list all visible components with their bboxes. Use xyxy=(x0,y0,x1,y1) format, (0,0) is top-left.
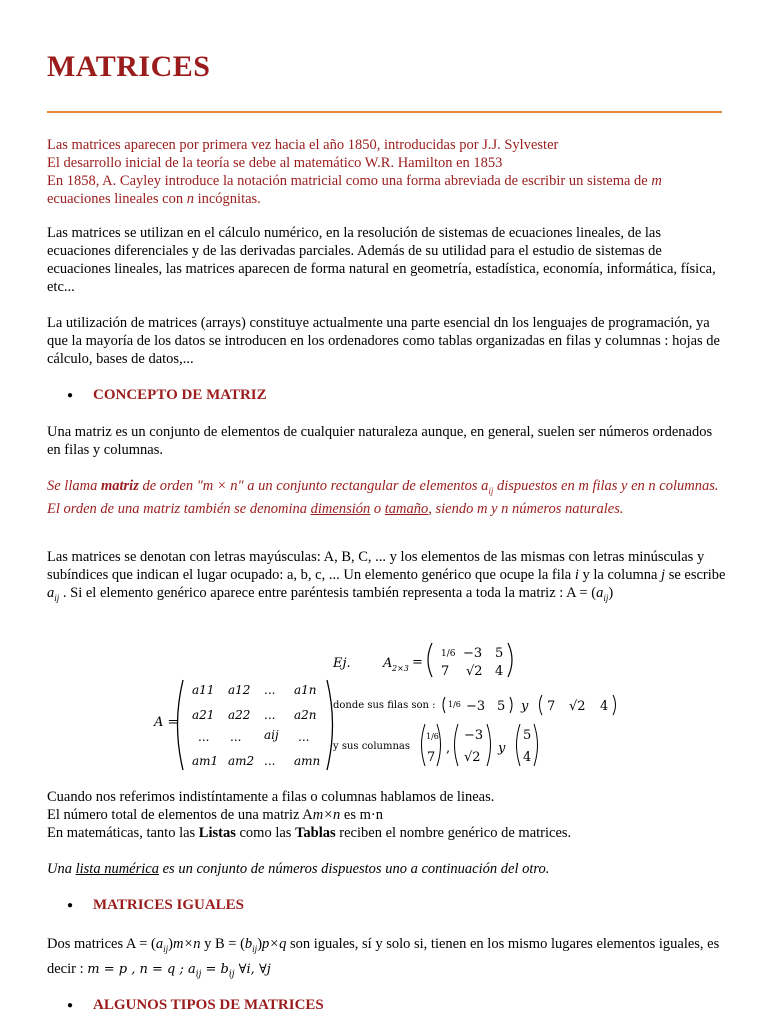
title-divider xyxy=(47,111,722,113)
section-heading-concepto: ● CONCEPTO DE MATRIZ xyxy=(67,387,267,403)
generic-cell: amn xyxy=(294,754,321,768)
svg-text:=: = xyxy=(412,655,423,670)
generic-cell: ... xyxy=(198,730,210,744)
example-cell: 4 xyxy=(495,664,504,679)
example-cell: 5 xyxy=(495,646,504,661)
columnas-label: y sus columnas xyxy=(333,741,410,752)
bullet-icon: ● xyxy=(67,1000,74,1012)
bullet-icon: ● xyxy=(67,900,74,912)
equality-formula: m = p , n = q ; $a_{ij} = b_{ij}$ ∀i, ∀j xyxy=(87,961,271,980)
example-matrix-order: 2×3 xyxy=(392,664,409,673)
generic-cell: a11 xyxy=(192,683,215,697)
section-heading-tipos: ● ALGUNOS TIPOS DE MATRICES xyxy=(67,997,324,1013)
definition-italic: Se llama matriz de orden "m × n" a un conjunto rectangular de elementos $a_{ij}$ dispuestos en m filas y en n columnas. El orden de una matriz también se denomina dimensión o tamaño, siendo m y n números naturales. xyxy=(47,478,719,517)
intro-block xyxy=(47,136,727,208)
y-conjunction: y xyxy=(498,741,506,756)
link-tamano: tamaño xyxy=(384,500,429,517)
row-b-cell: 7 xyxy=(547,699,556,714)
generic-matrix-label: A = xyxy=(154,715,179,730)
bullet-icon: ● xyxy=(67,390,74,402)
generic-cell: ... xyxy=(264,754,276,768)
col-b-cell: √2 xyxy=(464,750,481,765)
y-conjunction: y xyxy=(521,699,529,714)
intro-line-2: El desarrollo inicial de la teoría se debe al matemático W.R. Hamilton en 1853 xyxy=(47,155,503,171)
col-c-cell: 4 xyxy=(523,750,532,765)
iguales-paragraph: Dos matrices $A = (a_{ij})m\times n$ y $B = (b_{ij})p\times q$ son iguales, sí y solo si, tienen en los mismo lugares elementos iguales, es decir : m = p , n = q ; $a_{ij} = b_{ij}$ ∀i, ∀j xyxy=(47,936,720,980)
generic-cell: ... xyxy=(298,730,310,744)
paragraph-arrays: La utilización de matrices (arrays) constituye actualmente una parte esencial dn los lenguajes de programación, ya que la mayoría de los datos se introducen en los ordenadores como tablas organizadas en filas y columnas : hojas de cálculo, bases de datos,... xyxy=(47,315,720,367)
paragraph-definition: Una matriz es un conjunto de elementos de cualquier naturaleza aunque, en general, suelen ser números ordenados en filas y columnas. xyxy=(47,424,713,458)
generic-cell: aij xyxy=(264,728,279,742)
generic-cell: a12 xyxy=(228,683,251,697)
example-cell: 7 xyxy=(441,664,450,679)
intro-line-1: Las matrices aparecen por primera vez hacia el año 1850, introducidas por J.J. Sylvester xyxy=(47,137,559,153)
link-dimension: dimensión xyxy=(310,500,371,517)
example-left-paren xyxy=(428,643,432,677)
example-cell: −3 xyxy=(463,646,483,661)
link-lista-numerica: lista numérica xyxy=(75,861,159,877)
lines-line-3: En matemáticas, tanto las Listas como las Tablas reciben el nombre genérico de matrices. xyxy=(47,825,572,841)
generic-cell: ... xyxy=(264,708,276,722)
lines-line-2: El número total de elementos de una matriz Am×n es m·n xyxy=(47,807,383,823)
column-separator: , xyxy=(446,741,451,756)
example-matrix-label: A xyxy=(383,656,393,671)
generic-right-paren xyxy=(327,680,333,770)
generic-cell: a2n xyxy=(294,708,317,722)
lines-line-1: Cuando nos referimos indistíntamente a filas o columnas hablamos de lineas. xyxy=(47,789,495,805)
generic-cell: ... xyxy=(264,683,276,697)
row-b-cell: 4 xyxy=(600,699,609,714)
row-a-cell: 1/6 xyxy=(448,700,461,709)
matrix-figure xyxy=(150,635,620,775)
generic-cell: a21 xyxy=(192,708,215,722)
generic-cell: a22 xyxy=(228,708,251,722)
generic-cell: am2 xyxy=(228,754,255,768)
col-a-cell: 1/6 xyxy=(426,732,439,741)
generic-cell: a1n xyxy=(294,683,317,697)
paragraph-notation: Las matrices se denotan con letras mayúsculas: A, B, C, ... y los elementos de las mismas con letras minúsculas y subíndices que indican el lugar ocupado: a, b, c, ... Un elemento genérico que ocupe la fila i y la columna j se escribe $a_{ij}$ . Si el elemento genérico aparece entre paréntesis también representa a toda la matriz : $A = (a_{ij})$ xyxy=(47,549,726,603)
filas-label: donde sus filas son : xyxy=(333,700,436,711)
example-cell: √2 xyxy=(466,664,483,679)
col-b-cell: −3 xyxy=(464,728,484,743)
row-a-cell: −3 xyxy=(466,699,486,714)
generic-cell: am1 xyxy=(192,754,219,768)
ej-label: Ej. xyxy=(333,656,351,671)
generic-cell: ... xyxy=(230,730,242,744)
row-b-cell: √2 xyxy=(569,699,586,714)
lines-block xyxy=(47,788,727,842)
section-heading-iguales: ● MATRICES IGUALES xyxy=(67,897,245,913)
page-title: MATRICES xyxy=(47,50,211,83)
intro-line-3: En 1858, A. Cayley introduce la notación matricial como una forma abreviada de escribir un sistema de m ecuaciones lineales con n incógnitas. xyxy=(47,173,662,207)
example-right-paren xyxy=(508,643,512,677)
row-a-cell: 5 xyxy=(497,699,506,714)
paragraph-uses: Las matrices se utilizan en el cálculo numérico, en la resolución de sistemas de ecuaciones lineales, de las ecuaciones diferenciales y de las derivadas parciales. Además de su utilidad para el estudio de sistemas de ecuaciones lineales, las matrices aparecen de forma natural en geometría, estadística, economía, informática, física, etc... xyxy=(47,225,716,295)
lista-paragraph: Una lista numérica es un conjunto de números dispuestos uno a continuación del otro. xyxy=(47,861,550,877)
col-c-cell: 5 xyxy=(523,728,532,743)
example-cell: 1/6 xyxy=(441,649,456,659)
col-a-cell: 7 xyxy=(427,750,436,765)
